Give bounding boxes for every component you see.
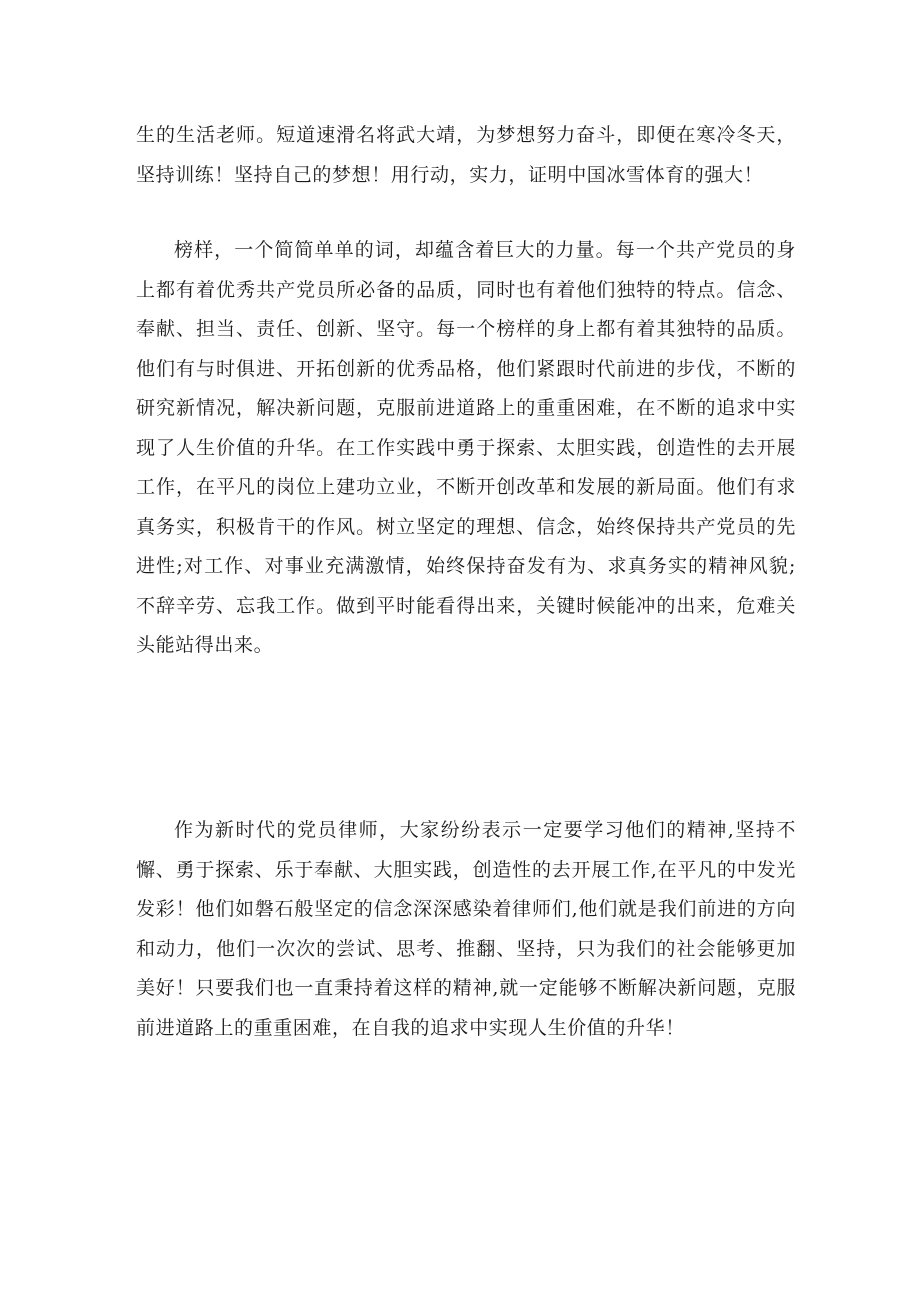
paragraph-continuation: 生的生活老师。短道速滑名将武大靖，为梦想努力奋斗，即便在寒冷冬天，坚持训练！坚持自己的梦想！用行动，实力，证明中国冰雪体育的强大！	[136, 124, 796, 186]
paragraph-role-models: 榜样，一个简简单单的词，却蕴含着巨大的力量。每一个共产党员的身上都有着优秀共产党员所必备的品质，同时也有着他们独特的特点。信念、奉献、担当、责任、创新、坚守。每一个榜样的身上都有着其独特的品质。他们有与时俱进、开拓创新的优秀品格，他们紧跟时代前进的步伐，不断的研究新情况，解决新问题，克服前进道路上的重重困难，在不断的追求中实现了人生价值的升华。在工作实践中勇于探索、太胆实践，创造性的去开展工作，在平凡的岗位上建功立业，不断开创改革和发展的新局面。他们有求真务实，积极肯干的作风。树立坚定的理想、信念，始终保持共产党员的先进性;对工作、对事业充满激情，始终保持奋发有为、求真务实的精神风貌;不辞辛劳、忘我工作。做到平时能看得出来，关键时候能冲的出来，危难关头能站得出来。	[136, 239, 796, 656]
paragraph-lawyers-commitment: 作为新时代的党员律师，大家纷纷表示一定要学习他们的精神,坚持不懈、勇于探索、乐于奉献、大胆实践，创造性的去开展工作,在平凡的中发光发彩！他们如磐石般坚定的信念深深感染着律师们,他们就是我们前进的方向和动力，他们一次次的尝试、思考、推翻、坚持，只为我们的社会能够更加美好！只要我们也一直秉持着这样的精神,就一定能够不断解决新问题，克服前进道路上的重重困难，在自我的追求中实现人生价值的升华！	[136, 819, 796, 1039]
